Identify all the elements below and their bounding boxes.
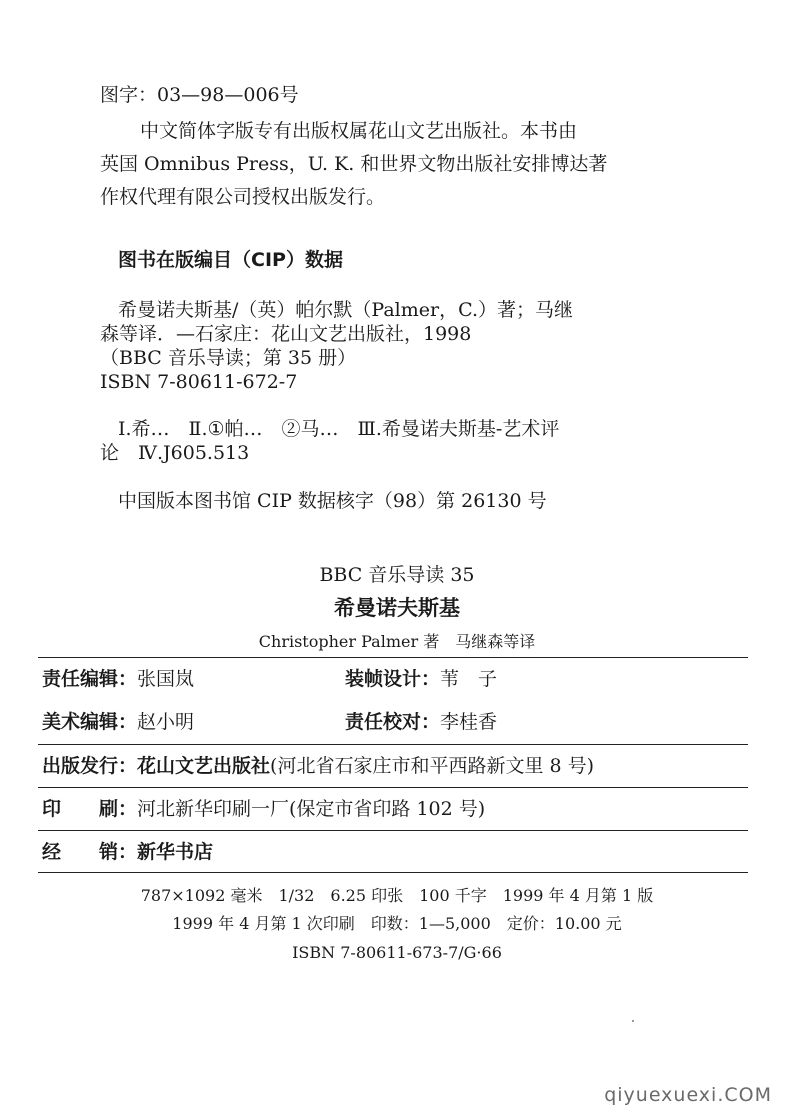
- editor-row: [42, 668, 194, 690]
- book-authors: Christopher Palmer 著 马继森等译: [258, 632, 536, 651]
- distributor-row: [42, 841, 213, 863]
- printer-value: 河北新华印刷一厂(保定市省印路 102 号): [137, 798, 486, 820]
- publisher-value: 花山文艺出版社: [137, 755, 271, 777]
- print-specs-isbn: ISBN 7-80611-673-7/G·66: [292, 943, 502, 962]
- proofreader-label: 责任校对：: [345, 711, 441, 733]
- credits-top-rule: [38, 657, 748, 658]
- cip-line-1: 希曼诺夫斯基/（英）帕尔默（Palmer，C.）著；马继: [118, 299, 573, 321]
- editor-label: 责任编辑：: [42, 668, 138, 690]
- credits-rule-1: [38, 744, 748, 745]
- art-editor-label: 美术编辑：: [42, 711, 138, 733]
- publisher-label: 出版发行：: [42, 755, 138, 777]
- print-specs-line-1: 787×1092 毫米 1/32 6.25 印张 100 千字 1999 年 4 月第 1 版: [140, 886, 654, 905]
- copyright-notice-line-3: 作权代理有限公司授权出版发行。: [100, 186, 386, 208]
- publisher-address: (河北省石家庄市和平西路新文里 8 号): [270, 755, 595, 777]
- site-watermark: qiyuexuexi.COM: [604, 1084, 772, 1106]
- print-specs-line-2: 1999 年 4 月第 1 次印刷 印数：1—5,000 定价：10.00 元: [172, 914, 622, 933]
- series-title: BBC 音乐导读 35: [319, 564, 475, 586]
- book-title: 希曼诺夫斯基: [334, 596, 460, 620]
- distributor-label: 经 销：: [42, 841, 138, 863]
- contract-number: 图字：03—98—006号: [100, 84, 299, 106]
- cip-line-2: 森等译．—石家庄：花山文艺出版社，1998: [100, 323, 472, 345]
- binding-design-value: 苇 子: [440, 668, 498, 690]
- credits-rule-3: [38, 830, 748, 831]
- cip-verification: 中国版本图书馆 CIP 数据核字（98）第 26130 号: [118, 490, 547, 512]
- credits-rule-2: [38, 787, 748, 788]
- copyright-notice-line-2: 英国 Omnibus Press，U. K. 和世界文物出版社安排博达著: [100, 153, 608, 175]
- printer-row: [42, 798, 485, 820]
- copyright-notice-line-1: 中文简体字版专有出版权属花山文艺出版社。本书由: [140, 120, 578, 142]
- scan-speck: [632, 1020, 634, 1022]
- cip-isbn: ISBN 7-80611-672-7: [100, 371, 298, 393]
- credits-bottom-rule: [38, 872, 748, 873]
- cip-heading: 图书在版编目（CIP）数据: [118, 249, 343, 271]
- proofreader-row: [345, 711, 497, 733]
- printer-label: 印 刷：: [42, 798, 138, 820]
- cip-line-3: （BBC 音乐导读；第 35 册）: [100, 347, 357, 369]
- art-editor-value: 赵小明: [137, 711, 195, 733]
- distributor-value: 新华书店: [137, 841, 214, 863]
- editor-value: 张国岚: [137, 668, 195, 690]
- binding-design-row: [345, 668, 497, 690]
- cip-classification-line-2: 论 Ⅳ.J605.513: [100, 442, 250, 464]
- proofreader-value: 李桂香: [440, 711, 498, 733]
- binding-design-label: 装帧设计：: [345, 668, 441, 690]
- art-editor-row: [42, 711, 194, 733]
- cip-classification-line-1: Ⅰ.希… Ⅱ.①帕… ②马… Ⅲ.希曼诺夫斯基-艺术评: [118, 418, 560, 440]
- publisher-row: [42, 755, 594, 777]
